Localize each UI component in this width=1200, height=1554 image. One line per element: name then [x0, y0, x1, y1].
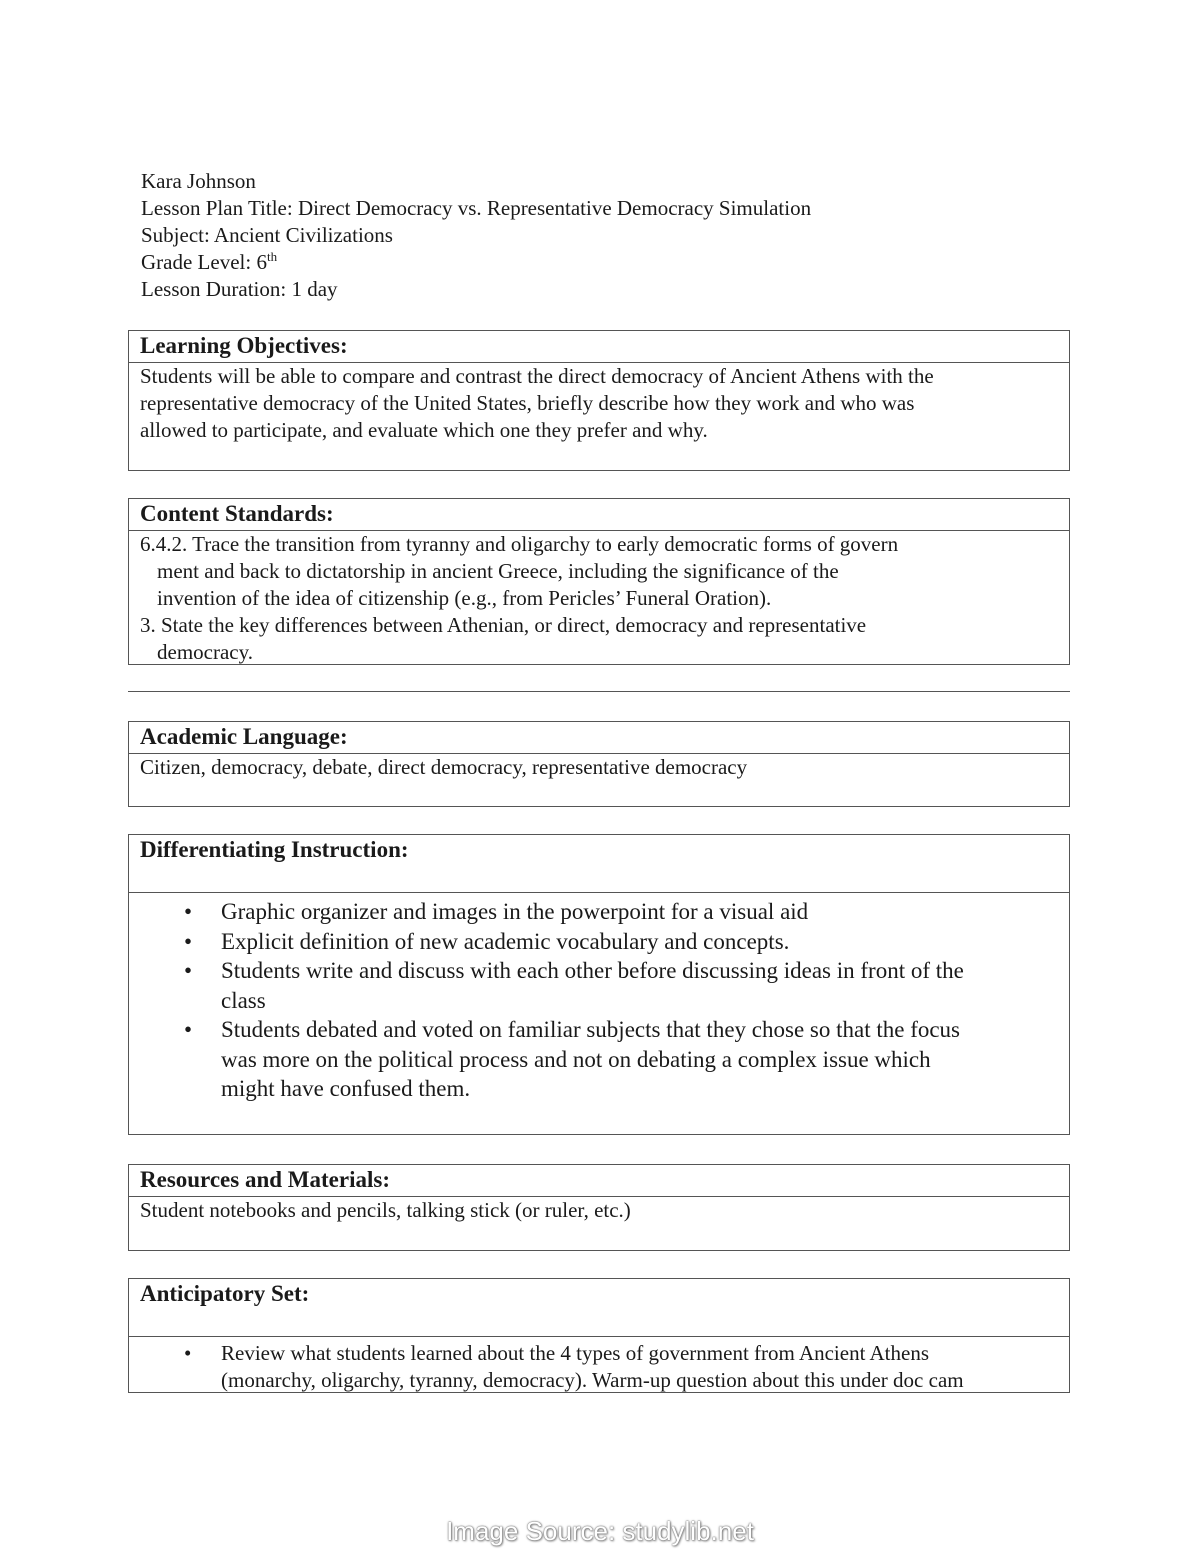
- grade-level-text: Grade Level: 6: [141, 250, 267, 274]
- differentiating-instruction-heading: Differentiating Instruction:: [129, 835, 1069, 893]
- anticipatory-set-box: [128, 1278, 1070, 1393]
- list-item-line: might have confused them.: [221, 1076, 471, 1101]
- list-item: [140, 927, 1059, 957]
- resources-materials-heading: Resources and Materials:: [129, 1165, 1069, 1197]
- list-item-line: (monarchy, oligarchy, tyranny, democracy). Warm-up question about this under doc cam: [221, 1368, 964, 1392]
- standard-line: invention of the idea of citizenship (e.g., from Pericles’ Funeral Oration).: [157, 586, 772, 610]
- horizontal-divider: [128, 691, 1070, 692]
- content-standards-body: [129, 531, 1069, 666]
- image-source-watermark: Image Source: studylib.net: [446, 1516, 754, 1546]
- objective-line: allowed to participate, and evaluate which one they prefer and why.: [140, 418, 708, 442]
- list-item: [140, 956, 1059, 1015]
- standard-line: ment and back to dictatorship in ancient Greece, including the significance of the: [157, 559, 839, 583]
- list-item-line: class: [221, 987, 266, 1013]
- anticipatory-set-body: [129, 1337, 1069, 1394]
- learning-objectives-heading: Learning Objectives:: [129, 331, 1069, 363]
- content-standards-heading: Content Standards:: [129, 499, 1069, 531]
- bullet-icon: •: [184, 1341, 192, 1365]
- differentiating-instruction-body: [129, 893, 1069, 1104]
- list-item-line: Students write and discuss with each other before discussing ideas in front of the: [221, 958, 964, 983]
- list-item: [140, 897, 1059, 927]
- grade-level: [141, 249, 811, 276]
- differentiating-instruction-box: [128, 834, 1070, 1135]
- bullet-icon: •: [184, 958, 193, 983]
- lesson-title: Lesson Plan Title: Direct Democracy vs. Representative Democracy Simulation: [141, 196, 812, 220]
- learning-objectives-box: [128, 330, 1070, 471]
- author-name: Kara Johnson: [141, 169, 256, 193]
- academic-language-heading: Academic Language:: [129, 722, 1069, 754]
- resources-materials-box: [128, 1164, 1070, 1251]
- lesson-duration: Lesson Duration: 1 day: [141, 277, 338, 301]
- objective-line: Students will be able to compare and contrast the direct democracy of Ancient Athens with the: [140, 364, 934, 388]
- content-standards-box: [128, 498, 1070, 665]
- learning-objectives-body: [129, 363, 1069, 444]
- resources-materials-body: Student notebooks and pencils, talking stick (or ruler, etc.): [140, 1198, 631, 1222]
- standard-line: democracy.: [157, 640, 253, 664]
- list-item-line: Explicit definition of new academic vocabulary and concepts.: [221, 928, 790, 954]
- lesson-header: [141, 168, 811, 303]
- bullet-icon: •: [184, 1017, 193, 1042]
- standard-line: 6.4.2. Trace the transition from tyranny and oligarchy to early democratic forms of govern: [140, 532, 899, 556]
- grade-level-suffix: th: [266, 249, 278, 264]
- list-item: [140, 1015, 1059, 1104]
- list-item: [140, 1340, 1059, 1394]
- lesson-subject: Subject: Ancient Civilizations: [141, 223, 393, 247]
- bullet-icon: •: [184, 928, 193, 954]
- anticipatory-list: [140, 1340, 1059, 1394]
- bullet-icon: •: [184, 899, 193, 924]
- objective-line: representative democracy of the United States, briefly describe how they work and who was: [140, 391, 915, 415]
- list-item-line: Review what students learned about the 4 types of government from Ancient Athens: [221, 1341, 930, 1365]
- list-item-line: Students debated and voted on familiar subjects that they chose so that the focus: [221, 1017, 961, 1042]
- list-item-line: was more on the political process and not on debating a complex issue which: [221, 1046, 931, 1072]
- standard-line: 3. State the key differences between Athenian, or direct, democracy and representative: [140, 613, 867, 637]
- differentiation-list: [140, 897, 1059, 1104]
- academic-language-body: Citizen, democracy, debate, direct democracy, representative democracy: [140, 755, 748, 779]
- anticipatory-set-heading: Anticipatory Set:: [129, 1279, 1069, 1337]
- academic-language-box: [128, 721, 1070, 807]
- list-item-line: Graphic organizer and images in the powerpoint for a visual aid: [221, 899, 809, 924]
